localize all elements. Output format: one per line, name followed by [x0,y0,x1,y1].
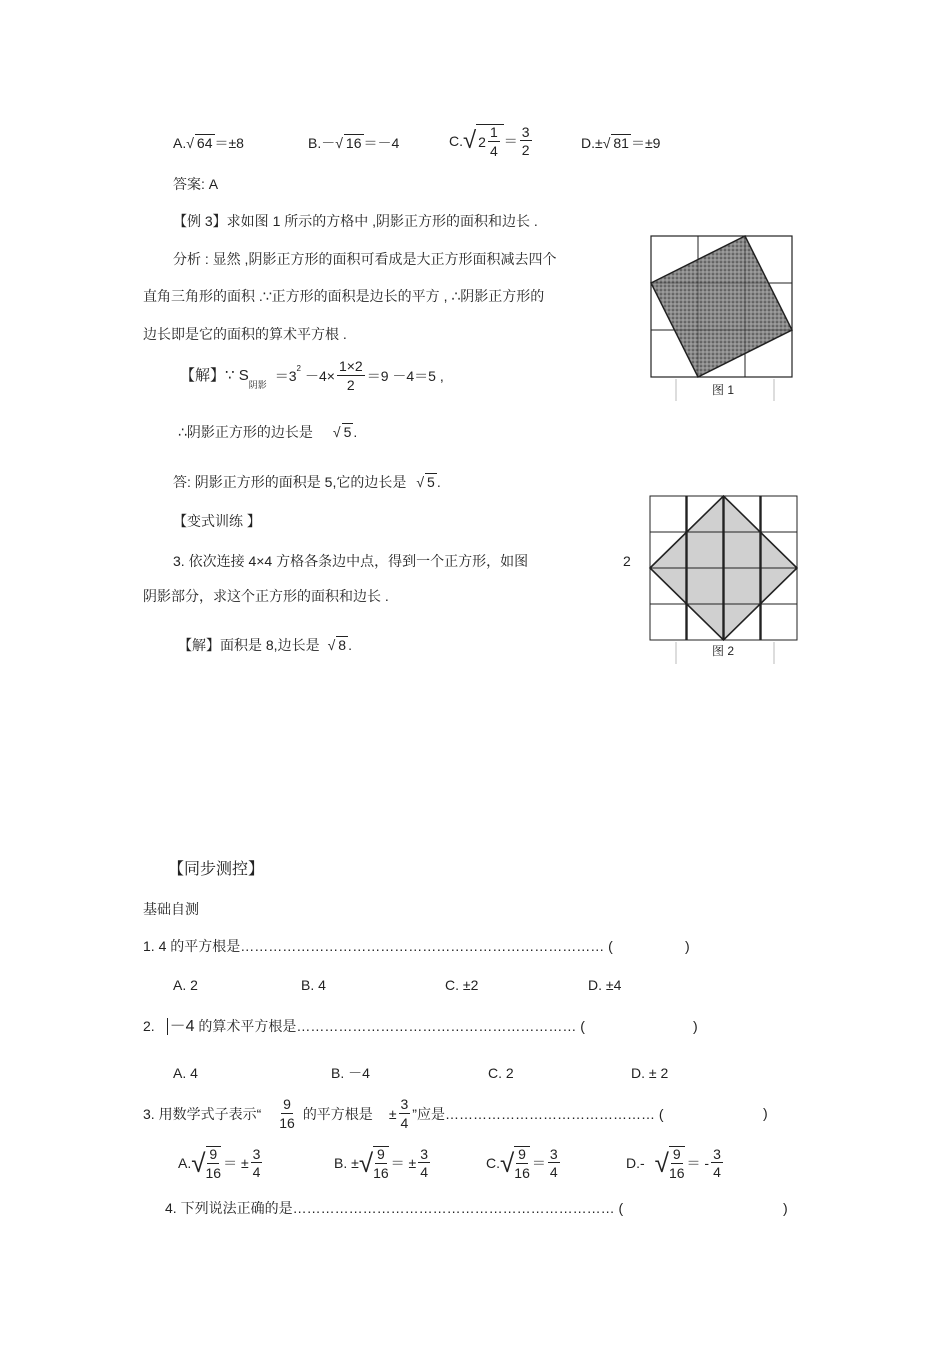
fraction-den: 16 [205,1164,222,1181]
fraction-den: 4 [400,1114,409,1131]
answer-line: 答案: A [173,176,219,192]
question-2-stem [143,1019,585,1035]
sync-section-title: 【同步测控】 [168,861,265,878]
fraction [711,1147,723,1180]
question-1-close: ) [685,938,690,954]
option-rest: ＝－4 [363,135,400,151]
variant-title: 【变式训练 】 [173,513,261,529]
absolute-value-expr: －4 [167,1018,195,1035]
fraction-den: 2 [346,376,355,393]
fraction-num: 3 [252,1145,261,1162]
stem-text: 3. 用数学式子表示“ [143,1105,262,1122]
fraction-den: 16 [373,1164,389,1181]
fraction [548,1147,560,1180]
variant-q3-line1: 3. 依次连接 4×4 方格各条边中点，得到一个正方形，如图 [173,553,529,569]
sqrt-sign: √ [416,474,425,490]
mixed-whole: 2 [478,133,486,150]
fraction [520,125,532,158]
fraction-num: 3 [549,1145,558,1162]
fraction [669,1146,685,1180]
radicand: 16 [345,135,362,151]
side-length-line [178,423,357,439]
sqrt-sign: √ [358,1148,374,1179]
variant-q3-figref: 2 [623,553,631,569]
fraction-num: 9 [209,1146,218,1162]
line-text: . [436,474,441,490]
equation-part: ＝3 [274,367,297,384]
option-letter: C. [486,1155,500,1172]
fraction [251,1147,263,1180]
answer-example-3 [173,473,441,489]
option-rest: ＝±9 [630,135,661,151]
equals: ＝ - [686,1155,710,1172]
line-text: 答: 阴影正方形的面积是 5,它的边长是 [173,474,407,490]
q2-option-d: D. ± 2 [631,1065,669,1081]
fraction-num: 9 [672,1146,681,1162]
option-letter: C. [449,133,463,150]
q1-option-c: C. ±2 [445,977,479,993]
figure-1-caption: 图 1 [712,383,735,397]
equals: ＝ [531,1155,546,1172]
option-b-top [308,134,399,150]
superscript: 2 [296,364,301,373]
equation-part: ＝9 －4＝5 , [366,367,444,384]
equals: ＝ [503,133,518,150]
question-3-stem [143,1097,664,1130]
question-1-stem: 1. 4 的平方根是…………………………………………………………………… ( [143,938,613,954]
fraction-den: 2 [521,142,530,159]
fraction-num: 3 [713,1145,721,1162]
radicand: 5 [343,424,352,440]
question-4-stem: 4. 下列说法正确的是…………………………………………………………… ( [165,1200,624,1216]
radicand: 81 [613,135,629,151]
variant-solution [178,636,352,652]
line-text: ∴阴影正方形的边长是 [178,424,313,440]
fraction-num: 3 [521,123,530,140]
question-4-close: ) [783,1200,788,1216]
q1-option-a: A. 2 [173,977,198,993]
line-text: . [348,637,352,653]
equation-part: －4× [304,367,335,384]
equals: ＝ ± [390,1155,417,1172]
option-c-top [449,124,534,158]
q1-option-d: D. ±4 [588,977,622,993]
q2-option-a: A. 4 [173,1065,198,1081]
solution-label: 【解】∵ S [180,367,249,385]
option-letter: D.- [626,1155,645,1172]
equals: ＝ ± [223,1155,249,1172]
fraction-den: 16 [279,1114,295,1131]
option-rest: ＝±8 [214,135,244,151]
fraction-den: 16 [514,1164,530,1181]
fraction-den: 4 [420,1164,429,1181]
fraction-den: 4 [489,142,498,159]
fraction-num: 9 [518,1146,526,1162]
subscript: 阴影 [248,380,267,391]
figure-1 [648,233,798,403]
fraction-den: 4 [252,1164,261,1181]
fraction [206,1146,222,1180]
question-number: 2. [143,1018,155,1034]
sqrt-sign: √ [327,637,336,653]
variant-q3-line2: 阴影部分，求这个正方形的面积和边长 . [143,588,389,604]
q2-option-b: B. －4 [331,1065,370,1081]
fraction-num: 3 [400,1096,409,1112]
fraction [418,1147,430,1180]
radicand: 8 [338,637,347,653]
radicand: 5 [427,474,435,490]
sqrt-sign: √ [332,424,341,440]
radicand [476,124,504,158]
option-letter: A. [178,1155,192,1172]
radicand: 64 [196,135,213,151]
q3-option-c [486,1146,562,1180]
q3-option-d [626,1146,725,1180]
line-text: 【解】面积是 8,边长是 [178,637,320,653]
q3-option-a [178,1146,264,1180]
q3-option-b [334,1146,432,1180]
analysis-line-3: 边长即是它的面积的算术平方根 . [143,326,347,342]
fraction-num: 3 [420,1145,429,1162]
fraction [399,1097,411,1130]
option-letter: B. ± [334,1155,359,1172]
example-3-title: 【例 3】求如图 1 所示的方格中 ,阴影正方形的面积和边长 . [173,213,538,229]
sync-subtitle: 基础自测 [143,901,199,917]
fraction-den: 4 [713,1164,721,1181]
sqrt-sign: √ [602,135,611,151]
fraction [337,359,365,392]
solution-formula [180,359,444,392]
figure-2 [648,494,800,666]
q1-option-b: B. 4 [301,977,326,993]
fraction-num: 9 [283,1096,291,1112]
question-2-close: ) [693,1018,698,1034]
sqrt-sign: √ [191,1148,206,1179]
sqrt-sign: √ [335,135,343,151]
option-letter: D.± [581,135,603,151]
fraction [279,1097,295,1130]
option-letter: B.－ [308,135,336,151]
sqrt-sign: √ [654,1148,669,1179]
fraction-den: 16 [668,1164,685,1181]
analysis-line-2: 直角三角形的面积 .∵正方形的面积是边长的平方 , ∴阴影正方形的 [143,288,545,304]
fraction [514,1146,530,1180]
fraction-num: 1 [489,124,498,140]
q2-option-c: C. 2 [488,1065,514,1081]
fraction [373,1146,389,1180]
option-letter: A. [173,135,187,151]
fraction-den: 4 [549,1164,558,1181]
stem-text: 的平方根是 [302,1105,373,1122]
sqrt-sign: √ [186,135,194,151]
plus-minus: ± [388,1105,397,1122]
fraction-num: 9 [376,1146,385,1162]
sqrt-sign: √ [463,127,477,155]
stem-text: ”应是……………………………………… ( [412,1105,664,1122]
option-a-top [173,134,244,150]
figure-2-caption: 图 2 [712,644,735,658]
fraction [488,125,500,158]
stem-text: 的算术平方根是…………………………………………………… ( [198,1018,585,1034]
sqrt-sign: √ [500,1148,515,1179]
analysis-line-1: 分析 : 显然 ,阴影正方形的面积可看成是大正方形面积减去四个 [173,251,557,267]
fraction-num: 1×2 [338,358,363,374]
question-3-close: ) [763,1105,768,1121]
line-text: . [353,424,358,440]
option-d-top [581,134,660,150]
